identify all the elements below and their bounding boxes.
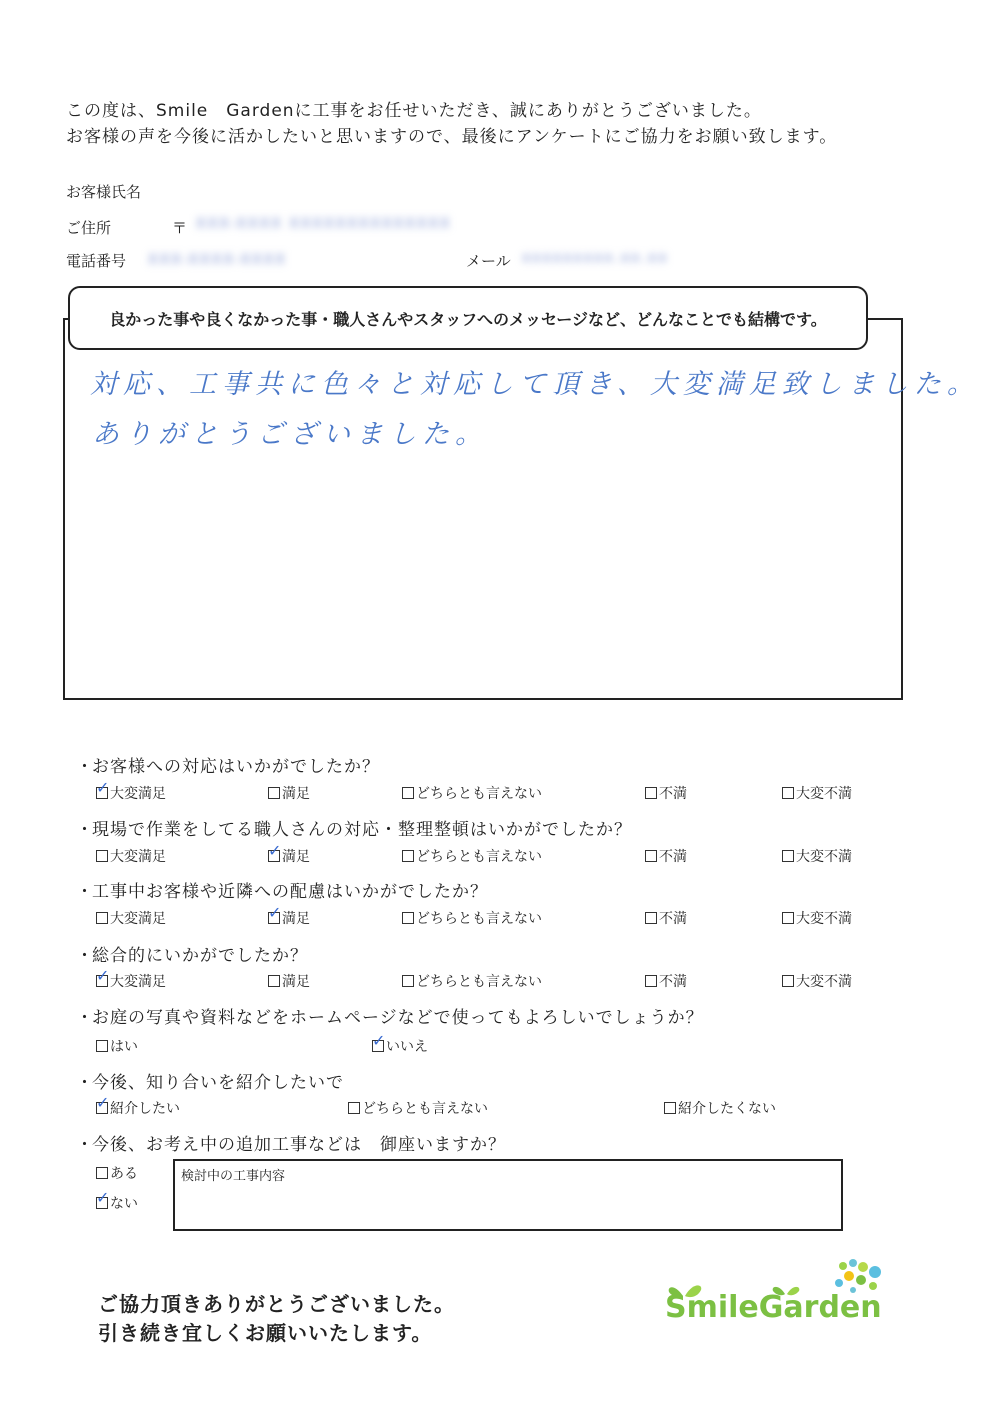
option-label: ない <box>110 1196 138 1212</box>
checkbox[interactable] <box>645 975 657 987</box>
option-label: 大変不満 <box>796 786 852 802</box>
option-1-1[interactable] <box>96 783 166 803</box>
email-value: xxxxxxxxx.xx.xx <box>522 250 669 266</box>
question-text: 今後、知り合いを紹介したいで <box>92 1073 344 1093</box>
postal-mark: 〒 <box>172 219 188 237</box>
option-1-2[interactable] <box>268 783 310 803</box>
thanks-line-1: ご協力頂きありがとうございました。 <box>98 1292 455 1316</box>
question-6 <box>76 1068 344 1093</box>
option-5-2[interactable] <box>372 1036 428 1056</box>
option-3-2[interactable] <box>268 908 310 928</box>
option-label: いいえ <box>386 1039 428 1055</box>
option-7-2[interactable] <box>96 1193 138 1213</box>
option-label: はい <box>110 1039 138 1055</box>
question-5 <box>76 1003 704 1028</box>
option-3-4[interactable] <box>645 908 687 928</box>
option-label: どちらとも言えない <box>362 1101 488 1117</box>
bullet: ・ <box>76 946 94 966</box>
option-1-4[interactable] <box>645 783 687 803</box>
option-4-5[interactable] <box>782 971 852 991</box>
checkbox[interactable] <box>402 912 414 924</box>
address-value: XXX-XXXX XXXXXXXXXXXXXX <box>196 216 452 232</box>
checkbox[interactable] <box>402 850 414 862</box>
question-text: 現場で作業をしてる職人さんの対応・整理整頓はいかがでしたか？ <box>92 820 632 840</box>
question-3 <box>76 877 488 902</box>
option-2-4[interactable] <box>645 846 687 866</box>
question-text: 工事中お客様や近隣への配慮はいかがでしたか？ <box>92 882 488 902</box>
bullet: ・ <box>76 1135 94 1155</box>
message-header-text: 良かった事や良くなかった事・職人さんやスタッフへのメッセージなど、どんなことでも結構です。 <box>109 309 827 329</box>
bullet: ・ <box>76 820 94 840</box>
option-label: 大変満足 <box>110 849 166 865</box>
option-label: どちらとも言えない <box>416 849 542 865</box>
checkbox[interactable] <box>645 787 657 799</box>
logo-text-smile: Smile <box>665 1290 759 1325</box>
option-label: 大変不満 <box>796 911 852 927</box>
option-label: 不満 <box>659 974 687 990</box>
phone-label: 電話番号 <box>66 252 127 270</box>
intro-line-1: この度は、Smile Gardenに工事をお任せいただき、誠にありがとうございました。 <box>66 101 762 121</box>
option-2-3[interactable] <box>402 846 542 866</box>
checkbox[interactable] <box>96 787 108 799</box>
option-1-3[interactable] <box>402 783 542 803</box>
smile-garden-logo <box>665 1258 905 1338</box>
option-label: どちらとも言えない <box>416 786 542 802</box>
checkbox[interactable] <box>664 1102 676 1114</box>
option-4-3[interactable] <box>402 971 542 991</box>
additional-work-box[interactable] <box>173 1159 843 1231</box>
checkbox[interactable] <box>782 912 794 924</box>
checkbox[interactable] <box>96 1102 108 1114</box>
checkbox[interactable] <box>96 975 108 987</box>
question-text: お庭の写真や資料などをホームページなどで使ってもよろしいでしょうか？ <box>92 1008 704 1028</box>
option-label: ある <box>110 1166 138 1182</box>
checkbox[interactable] <box>96 1040 108 1052</box>
checkbox[interactable] <box>268 912 280 924</box>
option-label: 不満 <box>659 911 687 927</box>
checkbox[interactable] <box>96 1167 108 1179</box>
option-4-1[interactable] <box>96 971 166 991</box>
question-text: 今後、お考え中の追加工事などは 御座いますか？ <box>92 1135 506 1155</box>
checkbox[interactable] <box>268 850 280 862</box>
option-label: 満足 <box>282 911 310 927</box>
option-label: 大変不満 <box>796 849 852 865</box>
option-label: 紹介したくない <box>678 1101 776 1117</box>
logo-text-garden: Garden <box>758 1290 882 1325</box>
checkbox[interactable] <box>402 787 414 799</box>
option-label: どちらとも言えない <box>416 911 542 927</box>
question-4 <box>76 941 308 966</box>
bullet: ・ <box>76 882 94 902</box>
question-7 <box>76 1130 506 1155</box>
checkbox[interactable] <box>96 1197 108 1209</box>
option-label: 満足 <box>282 974 310 990</box>
option-1-5[interactable] <box>782 783 852 803</box>
checkbox[interactable] <box>96 850 108 862</box>
checkbox[interactable] <box>782 975 794 987</box>
option-6-3[interactable] <box>664 1098 776 1118</box>
email-label: メール <box>466 252 511 270</box>
option-7-1[interactable] <box>96 1163 138 1183</box>
option-label: 大変不満 <box>796 974 852 990</box>
message-header <box>68 286 868 350</box>
bullet: ・ <box>76 1008 94 1028</box>
bullet: ・ <box>76 757 94 777</box>
option-label: 満足 <box>282 786 310 802</box>
checkbox[interactable] <box>645 850 657 862</box>
option-label: 不満 <box>659 786 687 802</box>
handwritten-line-2: ありがとうございました。 <box>92 419 488 450</box>
intro-line-2: お客様の声を今後に活かしたいと思いますので、最後にアンケートにご協力をお願い致します。 <box>66 127 838 147</box>
additional-work-label: 検討中の工事内容 <box>181 1169 286 1184</box>
option-label: 大変満足 <box>110 786 166 802</box>
option-5-1[interactable] <box>96 1036 138 1056</box>
option-6-2[interactable] <box>348 1098 488 1118</box>
option-label: 満足 <box>282 849 310 865</box>
option-4-4[interactable] <box>645 971 687 991</box>
checkbox[interactable] <box>402 975 414 987</box>
option-3-3[interactable] <box>402 908 542 928</box>
question-text: お客様への対応はいかがでしたか？ <box>92 757 380 777</box>
option-label: 大変満足 <box>110 974 166 990</box>
question-text: 総合的にいかがでしたか？ <box>92 946 308 966</box>
option-label: どちらとも言えない <box>416 974 542 990</box>
question-2 <box>76 815 632 840</box>
checkbox[interactable] <box>268 787 280 799</box>
option-6-1[interactable] <box>96 1098 180 1118</box>
address-label: ご住所 <box>66 219 112 237</box>
option-3-1[interactable] <box>96 908 166 928</box>
option-label: 不満 <box>659 849 687 865</box>
thanks-line-2: 引き続き宜しくお願いいたします。 <box>98 1321 433 1345</box>
checkbox[interactable] <box>96 912 108 924</box>
bullet: ・ <box>76 1073 94 1093</box>
phone-value: XXX-XXXX-XXXX <box>148 252 287 268</box>
checkbox[interactable] <box>782 850 794 862</box>
option-3-5[interactable] <box>782 908 852 928</box>
checkbox[interactable] <box>782 787 794 799</box>
option-label: 大変満足 <box>110 911 166 927</box>
checkbox[interactable] <box>348 1102 360 1114</box>
question-1 <box>76 752 380 777</box>
option-label: 紹介したい <box>110 1101 180 1117</box>
customer-name-label: お客様氏名 <box>66 183 142 201</box>
handwritten-line-1: 対応、工事共に色々と対応して頂き、大変満足致しました。 <box>90 369 980 400</box>
checkbox[interactable] <box>372 1040 384 1052</box>
checkbox[interactable] <box>268 975 280 987</box>
checkbox[interactable] <box>645 912 657 924</box>
option-2-5[interactable] <box>782 846 852 866</box>
option-2-2[interactable] <box>268 846 310 866</box>
option-4-2[interactable] <box>268 971 310 991</box>
option-2-1[interactable] <box>96 846 166 866</box>
